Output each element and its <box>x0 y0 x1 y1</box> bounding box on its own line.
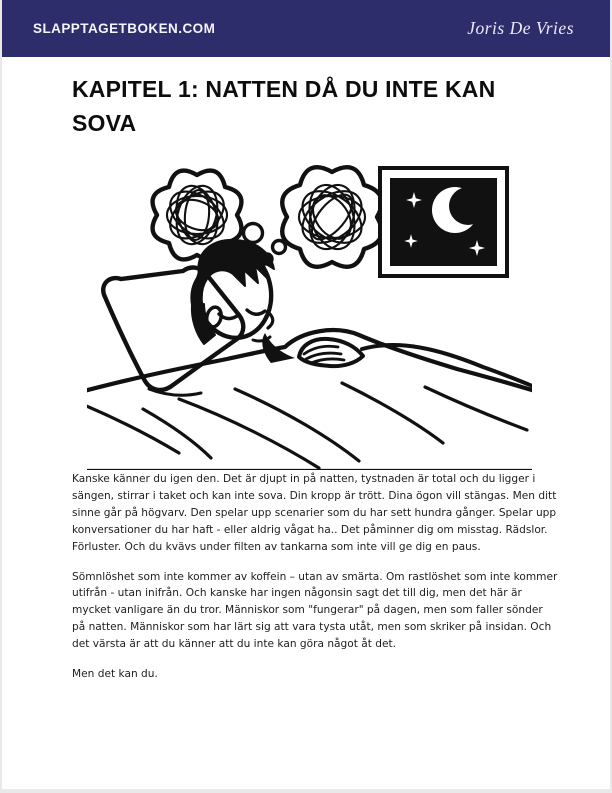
chapter-body-text <box>72 471 558 683</box>
thought-cloud-right <box>282 167 382 267</box>
scribble-icon <box>293 179 371 255</box>
mouth-frown <box>253 337 270 341</box>
pillow-illustration <box>103 268 243 396</box>
paragraph: Men det kan du. <box>72 668 158 681</box>
author-signature: Joris De Vries <box>467 18 574 38</box>
site-name: SLAPPTAGETBOKEN.COM <box>33 21 216 36</box>
chapter-title: KAPITEL 1: NATTEN DÅ DU INTE KAN SOVA <box>72 76 496 136</box>
hair <box>191 240 274 305</box>
closed-eye-right <box>247 310 265 314</box>
document-page <box>2 0 610 789</box>
sleeping-person-illustration <box>87 153 532 470</box>
closed-eye-left <box>219 314 237 319</box>
scribble-icon <box>162 181 233 250</box>
paragraph: Sömnlöshet som inte kommer av koffein – utan av smärta. Om rastlöshet som inte kommer utifrån - utan inifrån. Och kanske har ingen någonsin sagt det till dig, men det här är mycket vanligare än du tror. Människor som "fungerar" på dagen, men som faller sönder på natten. Människor som har lärt sig att vara tysta utåt, men som skriker på insidan. Och det värsta är att du känner att du inte kan göra något åt det. <box>72 570 558 651</box>
paragraph: Kanske känner du igen den. Det är djupt in på natten, tystnaden är total och du ligger i sängen, stirrar i taket och kan inte sova. Din kropp är trött. Dina ögon vill stängas. Men ditt sinne går på högvarv. Den spelar upp scenarier som du har sett hundra gånger. Spelar upp konversationer du har haft - eller aldrig vågat ha.. Det påminner dig om misstag. Rädslor. Förluster. Och du kvävs under filten av tankarna som inte vill ge dig en paus. <box>72 473 557 553</box>
header-bar <box>2 0 610 57</box>
night-window-icon <box>380 168 507 276</box>
